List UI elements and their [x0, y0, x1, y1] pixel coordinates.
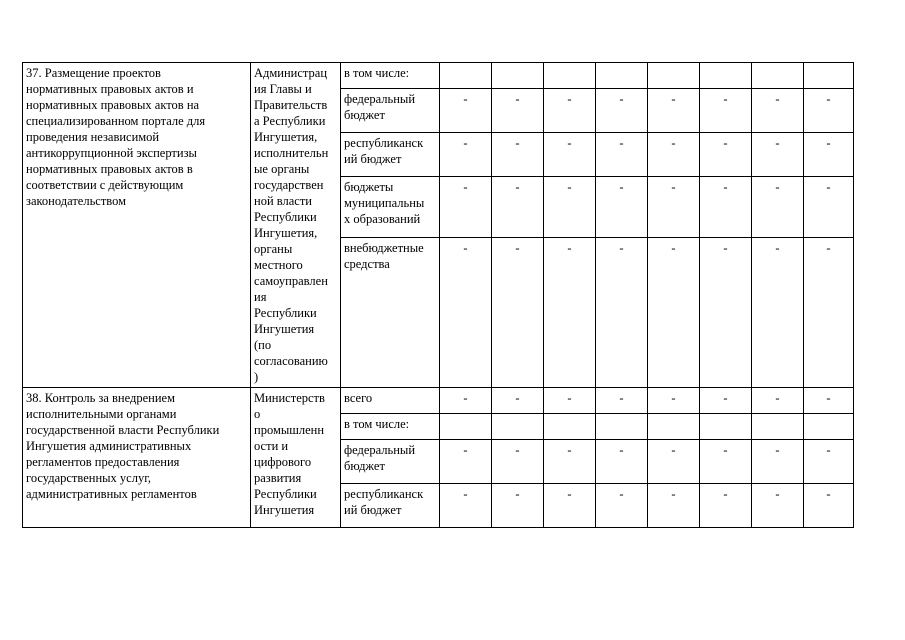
value-cell: - — [752, 237, 804, 388]
value-cell: - — [440, 484, 492, 528]
value-cell: - — [544, 89, 596, 133]
value-cell: - — [752, 440, 804, 484]
value-cell: - — [492, 484, 544, 528]
value-cell: - — [804, 177, 854, 237]
value-cell — [752, 63, 804, 89]
value-cell: - — [700, 89, 752, 133]
funding-source-cell: внебюджетные средства — [341, 237, 440, 388]
value-cell: - — [700, 237, 752, 388]
value-cell: - — [804, 133, 854, 177]
value-cell: - — [700, 440, 752, 484]
value-cell: - — [596, 177, 648, 237]
table-row — [23, 388, 854, 414]
value-cell: - — [596, 89, 648, 133]
value-cell: - — [648, 484, 700, 528]
value-cell — [544, 414, 596, 440]
value-cell: - — [648, 440, 700, 484]
budget-table — [22, 62, 854, 528]
value-cell: - — [596, 237, 648, 388]
value-cell: - — [804, 237, 854, 388]
activity-cell: 38. Контроль за внедрением исполнительными органами государственной власти Республики Ингушетия административных регламентов предоставления государственных услуг, административных регламентов — [23, 388, 251, 528]
executor-cell: Министерств о промышленн ости и цифрового развития Республики Ингушетия — [251, 388, 341, 528]
value-cell: - — [492, 440, 544, 484]
value-cell: - — [700, 484, 752, 528]
table-row — [23, 63, 854, 89]
value-cell: - — [804, 89, 854, 133]
value-cell: - — [544, 388, 596, 414]
value-cell: - — [752, 388, 804, 414]
executor-cell: Администрац ия Главы и Правительств а Республики Ингушетия, исполнительн ые органы государствен ной власти Республики Ингушетия, органы местного самоуправлен ия Республики Ингушетия (по согласованию ) — [251, 63, 341, 388]
value-cell — [596, 414, 648, 440]
value-cell — [700, 63, 752, 89]
value-cell: - — [804, 388, 854, 414]
funding-source-cell: федеральный бюджет — [341, 89, 440, 133]
value-cell: - — [544, 133, 596, 177]
value-cell: - — [544, 484, 596, 528]
value-cell — [648, 414, 700, 440]
value-cell: - — [544, 177, 596, 237]
value-cell: - — [440, 388, 492, 414]
value-cell — [596, 63, 648, 89]
value-cell — [804, 414, 854, 440]
value-cell: - — [648, 133, 700, 177]
funding-source-cell: федеральный бюджет — [341, 440, 440, 484]
value-cell: - — [492, 133, 544, 177]
funding-source-cell: бюджеты муниципальны х образований — [341, 177, 440, 237]
value-cell: - — [648, 388, 700, 414]
funding-source-cell: в том числе: — [341, 414, 440, 440]
value-cell: - — [544, 237, 596, 388]
value-cell: - — [492, 388, 544, 414]
value-cell: - — [700, 133, 752, 177]
value-cell — [492, 63, 544, 89]
value-cell: - — [752, 484, 804, 528]
value-cell: - — [440, 133, 492, 177]
value-cell: - — [596, 388, 648, 414]
value-cell — [804, 63, 854, 89]
value-cell: - — [492, 237, 544, 388]
value-cell: - — [700, 177, 752, 237]
value-cell: - — [648, 237, 700, 388]
value-cell: - — [752, 89, 804, 133]
value-cell — [440, 63, 492, 89]
value-cell: - — [700, 388, 752, 414]
value-cell: - — [440, 237, 492, 388]
value-cell: - — [648, 89, 700, 133]
value-cell: - — [440, 440, 492, 484]
table-body — [23, 63, 854, 528]
value-cell: - — [752, 133, 804, 177]
value-cell: - — [804, 440, 854, 484]
value-cell: - — [804, 484, 854, 528]
activity-cell: 37. Размещение проектов нормативных правовых актов и нормативных правовых актов на специализированном портале для проведения независимой антикоррупционной экспертизы нормативных правовых актов в соответствии с действующим законодательством — [23, 63, 251, 388]
value-cell — [648, 63, 700, 89]
value-cell: - — [648, 177, 700, 237]
value-cell: - — [752, 177, 804, 237]
value-cell: - — [440, 177, 492, 237]
value-cell — [492, 414, 544, 440]
value-cell — [440, 414, 492, 440]
value-cell: - — [596, 440, 648, 484]
funding-source-cell: республиканск ий бюджет — [341, 484, 440, 528]
funding-source-cell: в том числе: — [341, 63, 440, 89]
value-cell: - — [440, 89, 492, 133]
value-cell: - — [492, 89, 544, 133]
value-cell — [752, 414, 804, 440]
value-cell: - — [544, 440, 596, 484]
value-cell: - — [492, 177, 544, 237]
funding-source-cell: всего — [341, 388, 440, 414]
value-cell: - — [596, 484, 648, 528]
funding-source-cell: республиканск ий бюджет — [341, 133, 440, 177]
value-cell — [700, 414, 752, 440]
value-cell: - — [596, 133, 648, 177]
value-cell — [544, 63, 596, 89]
